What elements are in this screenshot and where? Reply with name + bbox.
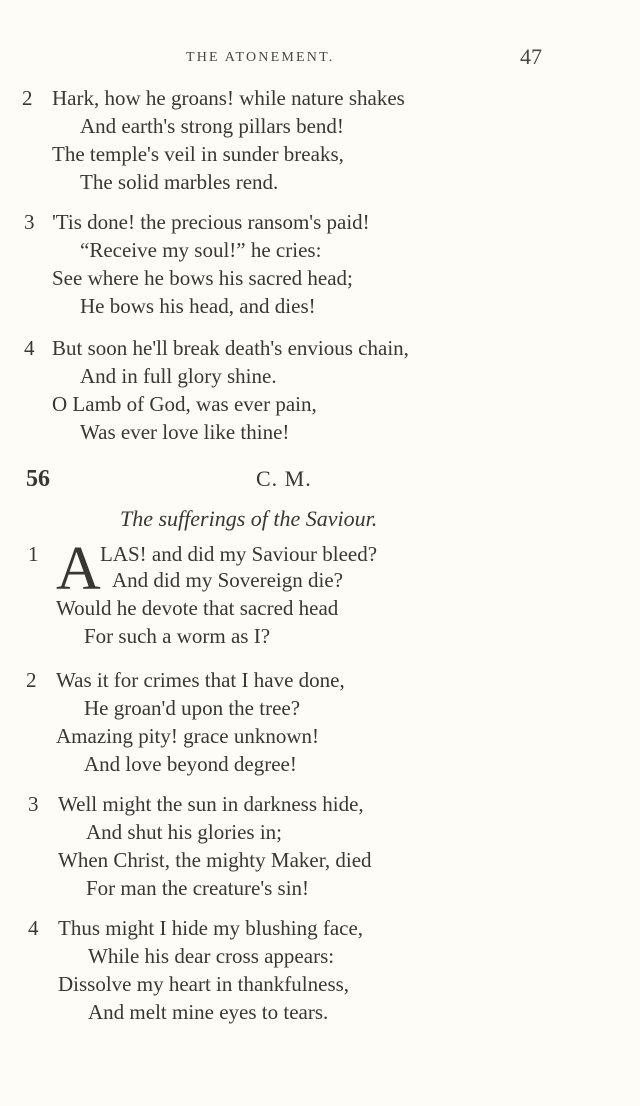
verse-line: And love beyond degree! [84, 752, 297, 776]
stanza-number: 2 [22, 86, 33, 110]
stanza-number: 2 [26, 668, 37, 692]
verse-line: And in full glory shine. [80, 364, 277, 388]
verse-line: And earth's strong pillars bend! [80, 114, 344, 138]
hymn-meter: C. M. [256, 466, 312, 491]
verse-line: But soon he'll break death's envious chain, [52, 336, 409, 360]
verse-line: Dissolve my heart in thankfulness, [58, 972, 350, 996]
verse-line: Well might the sun in darkness hide, [58, 792, 364, 816]
verse-line: The solid marbles rend. [80, 170, 279, 194]
hymn-number: 56 [26, 466, 50, 492]
stanza-number: 4 [24, 336, 35, 360]
verse-line: And did my Sovereign die? [112, 568, 343, 592]
verse-line: Was it for crimes that I have done, [56, 668, 345, 692]
verse-line: 'Tis done! the precious ransom's paid! [52, 210, 370, 234]
verse-line: LAS! and did my Saviour bleed? [100, 542, 378, 566]
hymn-header [0, 466, 640, 496]
verse-line: Hark, how he groans! while nature shakes [52, 86, 405, 110]
verse-line: The temple's veil in sunder breaks, [52, 142, 344, 166]
verse-line: O Lamb of God, was ever pain, [52, 392, 317, 416]
verse-line: He groan'd upon the tree? [84, 696, 301, 720]
verse-line: While his dear cross appears: [88, 944, 335, 968]
running-title: THE ATONEMENT. [186, 50, 335, 65]
verse-line: See where he bows his sacred head; [52, 266, 353, 290]
verse-line: He bows his head, and dies! [80, 294, 316, 318]
running-head [0, 44, 640, 74]
verse-line: Amazing pity! grace unknown! [56, 724, 320, 748]
verse-line: Was ever love like thine! [80, 420, 290, 444]
verse-line: “Receive my soul!” he cries: [80, 238, 322, 262]
verse-line: When Christ, the mighty Maker, died [58, 848, 372, 872]
verse-line: Would he devote that sacred head [56, 596, 339, 620]
verse-line: Thus might I hide my blushing face, [58, 916, 364, 940]
stanza-number: 1 [28, 542, 39, 566]
page-number: 47 [520, 44, 542, 69]
stanza-number: 3 [28, 792, 39, 816]
verse-line: For man the creature's sin! [86, 876, 310, 900]
verse-line: And shut his glories in; [86, 820, 283, 844]
verse-line: And melt mine eyes to tears. [88, 1000, 329, 1024]
stanza-number: 4 [28, 916, 39, 940]
hymn-title: The sufferings of the Saviour. [120, 506, 378, 531]
stanza-number: 3 [24, 210, 35, 234]
verse-line: For such a worm as I? [84, 624, 271, 648]
drop-cap: A [56, 535, 101, 603]
